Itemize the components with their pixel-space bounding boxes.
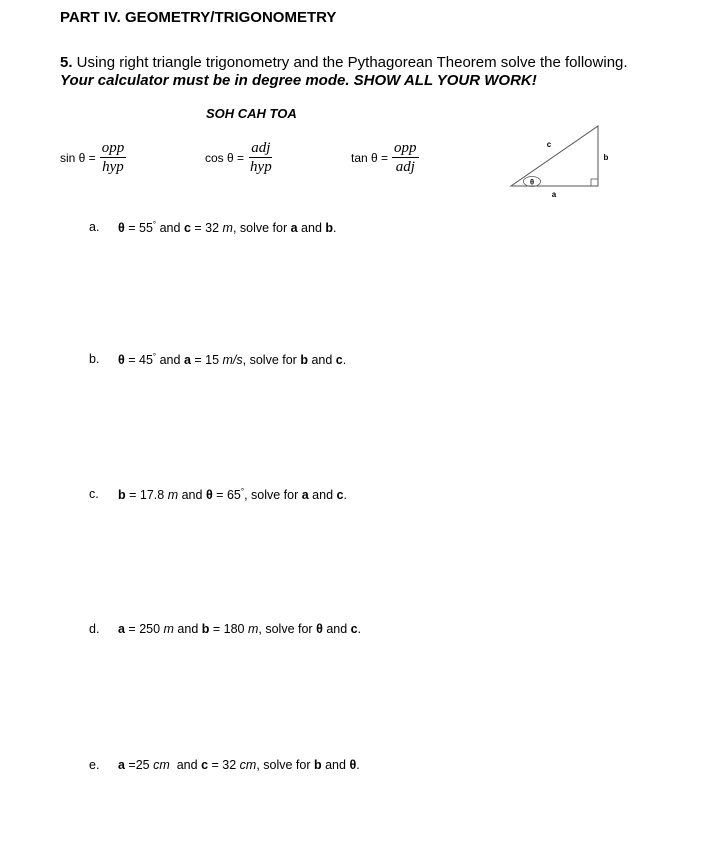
var-c: c — [350, 622, 358, 636]
text-part: = 250 — [124, 622, 164, 636]
unit: m — [163, 622, 174, 636]
text-part: and — [169, 758, 202, 772]
text-part: = 32 — [208, 758, 240, 772]
var-a: a — [118, 758, 125, 772]
problem-text — [118, 220, 337, 235]
text-part: , solve for — [256, 758, 314, 772]
var-theta: θ — [205, 488, 213, 503]
text-part: . — [356, 758, 360, 772]
unit: cm — [153, 758, 170, 772]
var-a: a — [290, 221, 298, 236]
var-b: b — [300, 353, 308, 368]
sin-denominator: hyp — [102, 159, 124, 175]
var-b: b — [313, 758, 322, 772]
sin-formula — [60, 140, 126, 175]
var-theta: θ — [118, 221, 125, 236]
var-c: c — [183, 221, 191, 236]
var-c: c — [335, 353, 343, 368]
text-part: . — [357, 622, 362, 636]
text-part: and — [308, 488, 337, 503]
var-a: a — [118, 622, 125, 636]
cos-formula — [205, 140, 274, 175]
tan-formula-lhs: tan θ = — [351, 150, 389, 165]
text-part: and — [322, 622, 351, 636]
tan-formula — [351, 140, 419, 175]
var-theta: θ — [118, 353, 125, 368]
degree-symbol: ° — [152, 220, 157, 229]
text-part: , solve for — [232, 221, 291, 236]
text-part: = 180 — [209, 622, 248, 636]
text-part: and — [156, 221, 184, 236]
tan-denominator: adj — [395, 159, 415, 175]
unit: cm — [239, 758, 257, 772]
adjacent-label: a — [551, 190, 557, 199]
var-a: a — [301, 488, 309, 503]
unit: m — [167, 488, 179, 503]
unit: m — [222, 221, 233, 236]
unit: m — [247, 622, 259, 636]
problem-text — [118, 352, 346, 367]
section-title: PART IV. GEOMETRY/TRIGONOMETRY — [60, 9, 337, 26]
text-part: =25 — [124, 758, 154, 772]
cos-fraction — [248, 140, 274, 175]
problem-letter: e. — [89, 758, 100, 772]
hypotenuse-label: c — [546, 140, 552, 149]
var-b: b — [325, 221, 334, 236]
question-warning: Your calculator must be in degree mode. SHOW ALL YOUR WORK! — [60, 72, 537, 89]
text-part: . — [342, 353, 347, 368]
text-part: = 55 — [124, 221, 153, 236]
right-triangle-diagram — [505, 120, 625, 204]
sin-fraction — [100, 140, 127, 175]
problem-letter: c. — [89, 487, 99, 501]
text-part: and — [173, 622, 202, 636]
question-instruction-text: Using right triangle trigonometry and the Pythagorean Theorem solve the following. — [72, 54, 628, 71]
problem-text — [118, 622, 361, 636]
text-part: = 65 — [212, 488, 241, 503]
text-part: = 45 — [124, 353, 153, 368]
opposite-label: b — [603, 153, 609, 162]
text-part: and — [156, 353, 184, 368]
var-b: b — [201, 622, 210, 636]
var-c: c — [336, 488, 344, 503]
right-angle-marker — [591, 179, 598, 186]
cos-denominator: hyp — [250, 159, 272, 175]
text-part: , solve for — [242, 353, 301, 368]
problem-letter: d. — [89, 622, 100, 636]
sin-formula-lhs: sin θ = — [60, 150, 96, 165]
unit: m/s — [222, 353, 243, 368]
problem-text — [118, 758, 360, 772]
text-part: = 17.8 — [125, 488, 168, 503]
question-instruction — [60, 54, 628, 71]
text-part: , solve for — [244, 488, 302, 503]
var-theta: θ — [349, 758, 357, 772]
mnemonic: SOH CAH TOA — [206, 106, 297, 121]
text-part: and — [321, 758, 350, 772]
text-part: = 15 — [190, 353, 223, 368]
text-part: and — [178, 488, 206, 503]
text-part: and — [307, 353, 336, 368]
text-part: and — [297, 221, 326, 236]
problem-letter: b. — [89, 352, 100, 366]
text-part: , solve for — [258, 622, 317, 636]
var-b: b — [118, 488, 126, 503]
sin-numerator: opp — [101, 140, 125, 156]
cos-formula-lhs: cos θ = — [205, 150, 245, 165]
angle-label: θ — [529, 177, 535, 187]
question-number: 5. — [60, 54, 73, 71]
triangle-outline — [511, 126, 598, 186]
problem-letter: a. — [89, 220, 100, 234]
degree-symbol: ° — [240, 487, 245, 496]
problem-text — [118, 487, 347, 502]
tan-fraction — [392, 140, 419, 175]
tan-numerator: opp — [394, 140, 417, 156]
var-a: a — [183, 353, 191, 368]
var-theta: θ — [316, 622, 323, 636]
text-part: . — [343, 488, 347, 503]
var-c: c — [201, 758, 209, 772]
text-part: . — [333, 221, 337, 236]
degree-symbol: ° — [152, 352, 157, 361]
text-part: = 32 — [190, 221, 223, 236]
cos-numerator: adj — [251, 140, 271, 156]
